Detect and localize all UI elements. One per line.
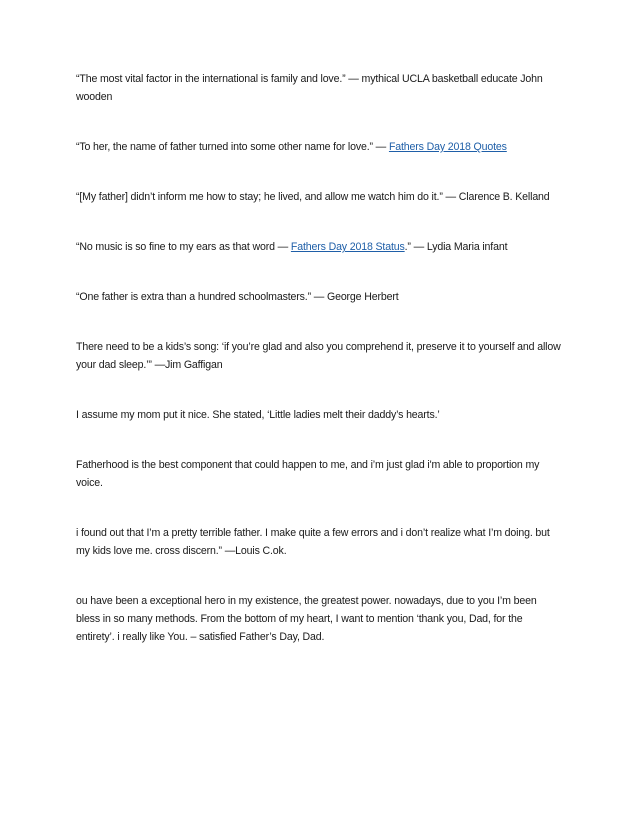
quote-paragraph-4 [76,238,562,256]
quote-paragraph-10 [76,592,562,646]
quote-paragraph-3 [76,188,562,206]
quote-text: I assume my mom put it nice. She stated, ‘Little ladies melt their daddy’s hearts.’ [76,409,440,421]
quote-text: “No music is so fine to my ears as that word — [76,241,291,253]
quote-text: “The most vital factor in the international is family and love.” — mythical UCLA basketball educate John wooden [76,73,543,103]
quote-text: “One father is extra than a hundred schoolmasters.” — George Herbert [76,291,399,303]
quote-text: i found out that I’m a pretty terrible father. I make quite a few errors and i don’t realize what I’m doing. but my kids love me. cross discern.” —Louis C.ok. [76,527,550,557]
quote-text: ou have been a exceptional hero in my existence, the greatest power. nowadays, due to you I’m been bless in so many methods. From the bottom of my heart, I want to mention ‘thank you, Dad, for the entirety’. i really like You. – satisfied Father’s Day, Dad. [76,595,537,643]
quote-paragraph-8 [76,456,562,492]
quote-paragraph-2 [76,138,562,156]
quote-paragraph-7 [76,406,562,424]
fathers-day-status-link[interactable]: Fathers Day 2018 Status [290,241,405,253]
quote-text: There need to be a kids’s song: ‘if you’re glad and also you comprehend it, preserve it to yourself and allow your dad sleep.’” —Jim Gaffigan [76,341,561,371]
quote-paragraph-9 [76,524,562,560]
document-body [76,70,562,678]
quote-text-after: .” — Lydia Maria infant [404,241,508,253]
fathers-day-quotes-link[interactable]: Fathers Day 2018 Quotes [388,141,507,153]
quote-paragraph-1 [76,70,562,106]
quote-paragraph-5 [76,288,562,306]
quote-text: Fatherhood is the best component that could happen to me, and i’m just glad i'm able to proportion my voice. [76,459,540,489]
quote-text: “[My father] didn’t inform me how to stay; he lived, and allow me watch him do it.” — Clarence B. Kelland [76,191,550,203]
quote-paragraph-6 [76,338,562,374]
quote-text: “To her, the name of father turned into some other name for love.” — [76,141,389,153]
